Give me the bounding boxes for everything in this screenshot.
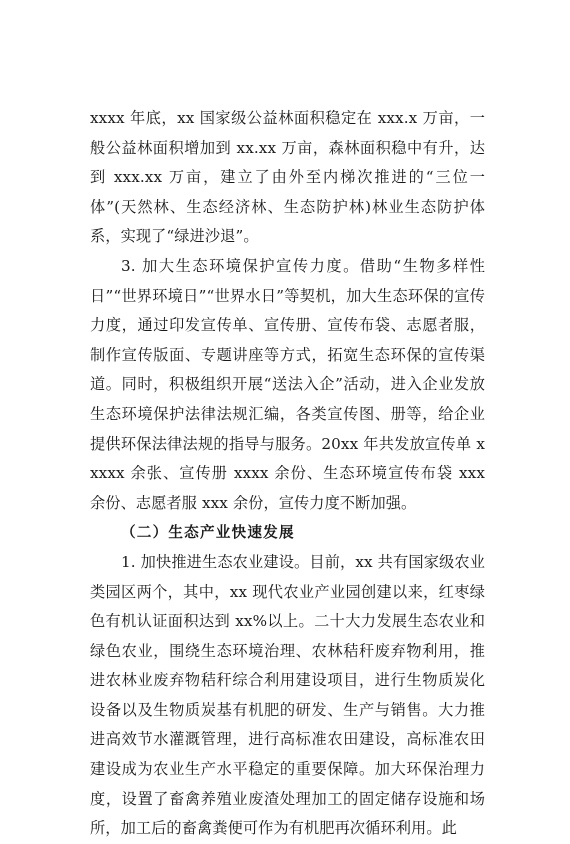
section-heading-ecological-industry: （二）生态产业快速发展 [121,524,295,542]
paragraph-ecological-agriculture: 1. 加快推进生态农业建设。目前，xx 共有国家级农业类园区两个，其中，xx 现代农业产业园创建以来，红枣绿色有机认证面积达到 xx%以上。二十大力发展生态农业和绿色农业，围绕生态环境治理、农林秸秆废弃物利用，推进农林业废弃物秸秆综合利用建设项目，进行生物质炭化设备以及生物质炭基有机肥的研发、生产与销售。大力推进高效节水灌溉管理，进行高标准农田建设，高标准农田建设成为农业生产水平稳定的重要保障。加大环保治理力度，设置了畜禽养殖业废渣处理加工的固定储存设施和场所，加工后的畜禽粪便可作为有机肥再次循环利用。此 [90,552,485,838]
paragraph-forest-area: xxxx 年底，xx 国家级公益林面积稳定在 xxx.x 万亩，一般公益林面积增加到 xx.xx 万亩，森林面积稳中有升，达到 xxx.xx 万亩，建立了由外至内梯次推进的“三位一体”(天然林、生态经济林、生态防护林)林业生态防护体系，实现了“绿进沙退”。 [90,109,485,246]
paragraph-publicity: 3. 加大生态环境保护宣传力度。借助“生物多样性日”“世界环境日”“世界水日”等契机，加大生态环保的宣传力度，通过印发宣传单、宣传册、宣传布袋、志愿者服，制作宣传版面、专题讲座等方式，拓宽生态环保的宣传渠道。同时，积极组织开展“送法入企”活动，进入企业发放生态环境保护法律法规汇编，各类宣传图、册等，给企业提供环保法律法规的指导与服务。20xx 年共发放宣传单 xxxxx 余张、宣传册 xxxx 余份、生态环境宣传布袋 xxx 余份、志愿者服 xxx 余份，宣传力度不断加强。 [90,256,485,512]
document-body [90,104,485,844]
